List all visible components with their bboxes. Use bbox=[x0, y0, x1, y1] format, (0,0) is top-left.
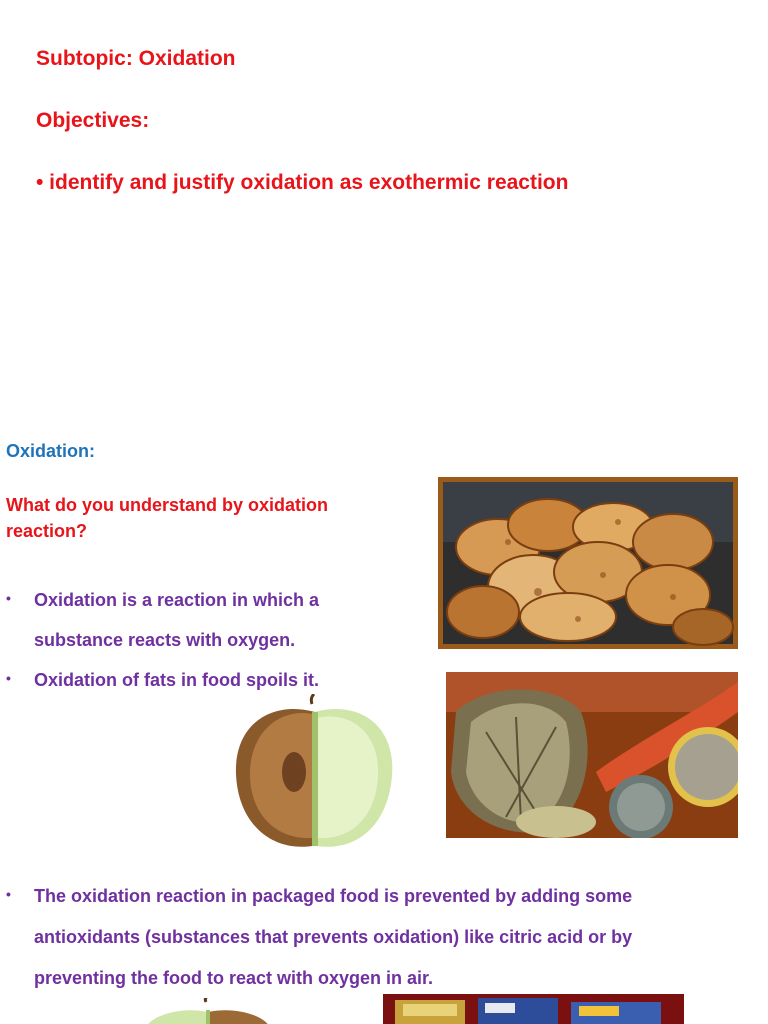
bullet-2-line-1: Oxidation of fats in food spoils it. bbox=[34, 670, 319, 690]
bullet-dot: • bbox=[6, 590, 11, 606]
objectives-heading: Objectives: bbox=[36, 109, 150, 132]
bullet-3 bbox=[6, 876, 746, 996]
bullet-1-line-2: substance reacts with oxygen. bbox=[34, 630, 296, 650]
chips-image bbox=[438, 477, 738, 649]
question-line-1: What do you understand by oxidation bbox=[6, 495, 328, 515]
bullet-1 bbox=[6, 580, 426, 660]
rotten-vegetables-image bbox=[446, 672, 738, 838]
apple-illustration bbox=[140, 998, 272, 1024]
bullet-3-line-3: preventing the food to react with oxygen in air. bbox=[34, 968, 434, 988]
chips-illustration bbox=[438, 477, 738, 649]
objective-bullet: • identify and justify oxidation as exothermic reaction bbox=[36, 171, 569, 194]
packaged-food-illustration bbox=[383, 994, 684, 1024]
subtopic-title: Subtopic: Oxidation bbox=[36, 47, 236, 70]
bullet-2 bbox=[6, 660, 426, 690]
bullet-dot: • bbox=[6, 886, 11, 902]
oxidation-heading: Oxidation: bbox=[6, 441, 95, 461]
bottom-apple-image bbox=[140, 998, 272, 1024]
bullet-3-line-1: The oxidation reaction in packaged food is prevented by adding some bbox=[34, 886, 633, 906]
apple-illustration bbox=[232, 694, 398, 854]
packaged-food-image bbox=[383, 994, 684, 1024]
bullet-1-line-1: Oxidation is a reaction in which a bbox=[34, 590, 320, 610]
oxidized-apple-image bbox=[232, 694, 398, 854]
bullet-dot: • bbox=[6, 670, 11, 686]
question-line-2: reaction? bbox=[6, 521, 88, 541]
bullet-3-line-2: antioxidants (substances that prevents oxidation) like citric acid or by bbox=[34, 927, 633, 947]
rotten-vegetables-illustration bbox=[446, 672, 738, 838]
